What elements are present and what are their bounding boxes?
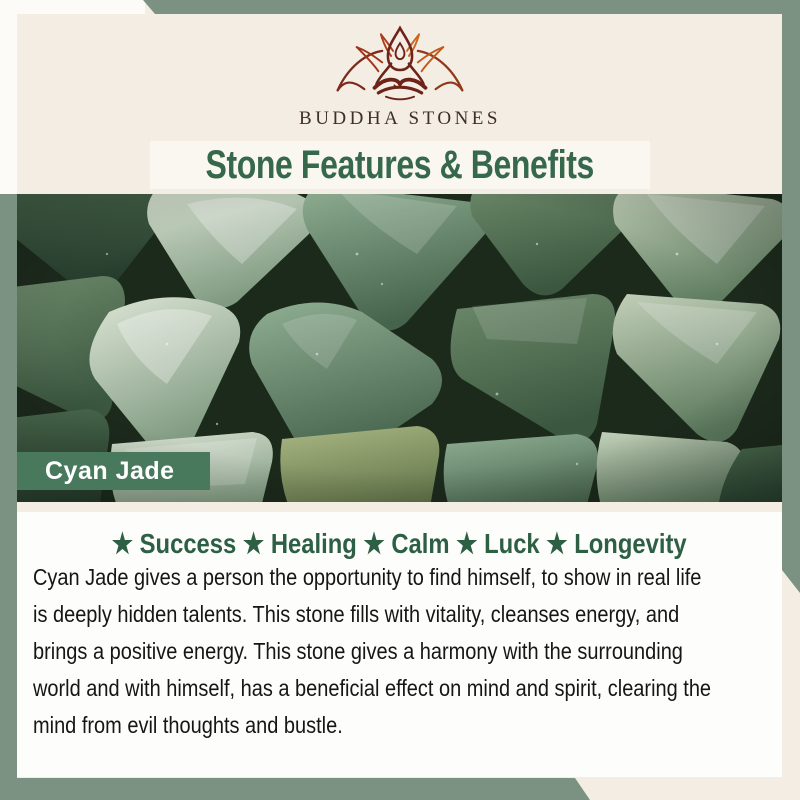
frame-left-band — [0, 194, 17, 800]
stone-name: Cyan Jade — [45, 456, 175, 485]
benefit-tags — [17, 527, 782, 560]
page-margin-top — [0, 0, 145, 14]
description-line: world and with himself, has a beneficial effect on mind and spirit, clearing the — [33, 675, 712, 701]
brand-name: BUDDHA STONES — [299, 108, 501, 129]
benefits-panel — [17, 512, 782, 777]
section-title: Stone Features & Benefits — [205, 142, 595, 187]
frame-right-band — [782, 0, 800, 593]
stone-description — [33, 559, 800, 744]
frame-top-band — [143, 0, 800, 14]
frame-bottom-band — [0, 778, 590, 800]
lotus-meditation-icon — [330, 24, 470, 102]
description-line: brings a positive energy. This stone gives a harmony with the surrounding — [33, 638, 683, 664]
benefit-tags-text: ★ Success ★ Healing ★ Calm ★ Luck ★ Longevity — [112, 528, 687, 559]
section-banner — [150, 141, 650, 189]
stone-name-label — [17, 452, 210, 490]
description-line: is deeply hidden talents. This stone fills with vitality, cleanses energy, and — [33, 601, 680, 627]
description-line: Cyan Jade gives a person the opportunity to find himself, to show in real life — [33, 564, 702, 590]
description-line: mind from evil thoughts and bustle. — [33, 712, 343, 738]
page-margin-left — [0, 0, 17, 194]
